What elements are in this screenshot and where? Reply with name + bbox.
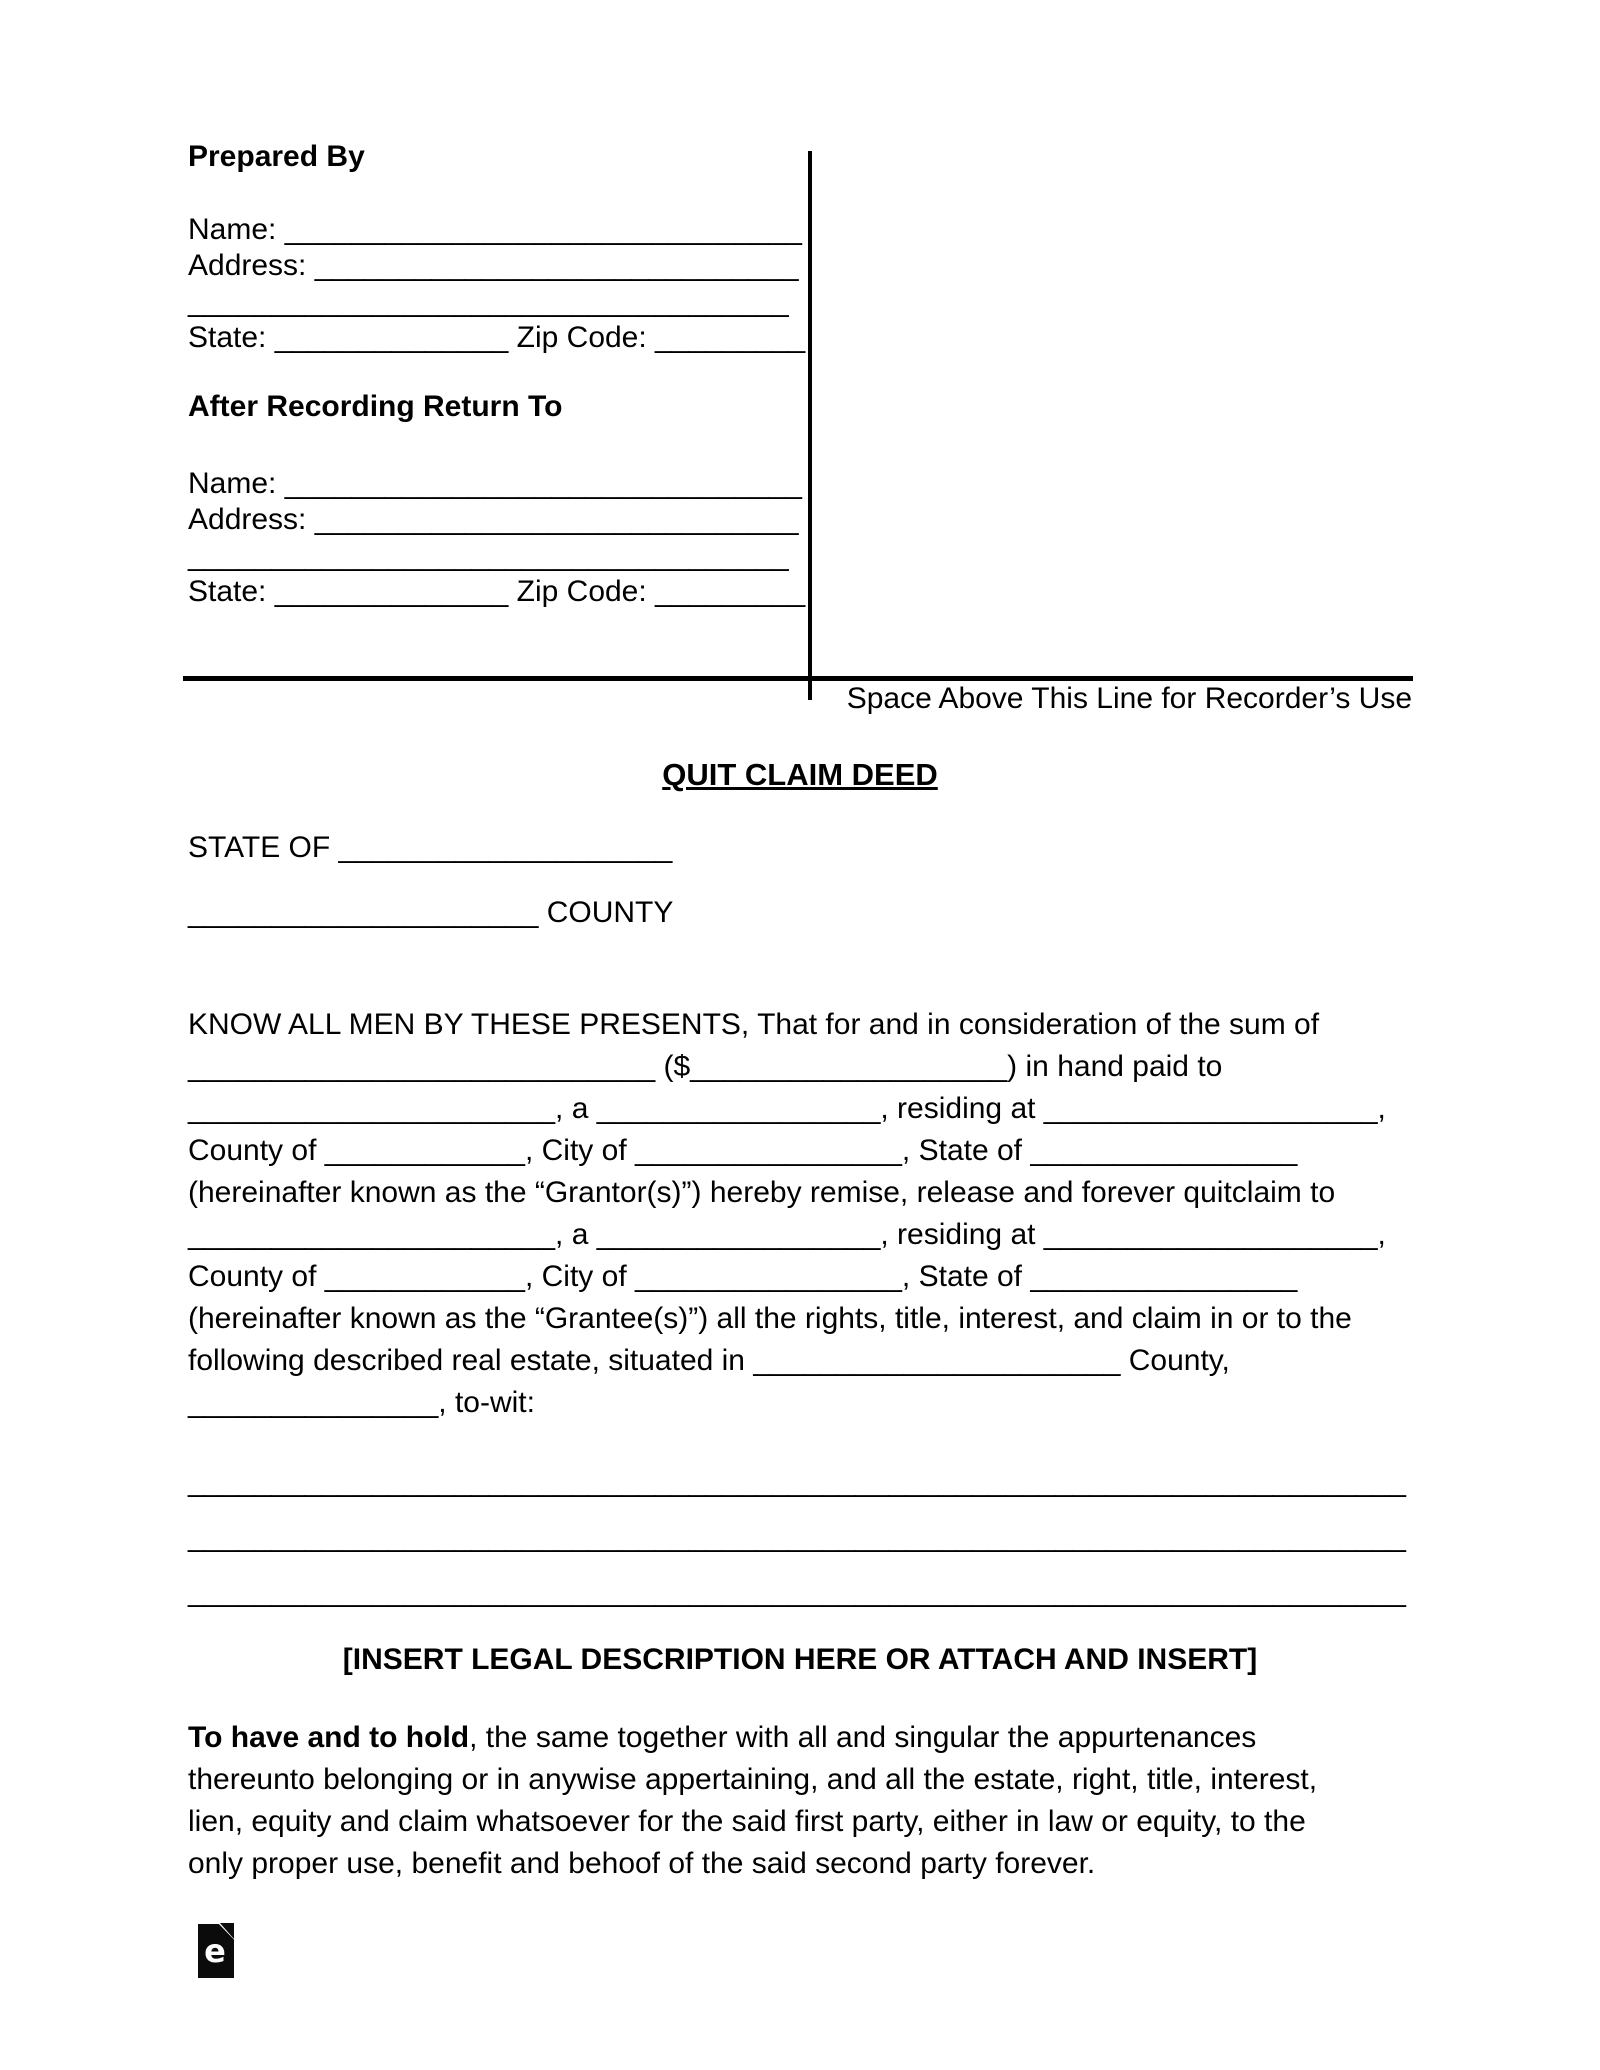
body-line: KNOW ALL MEN BY THESE PRESENTS, That for and in consideration of the sum of: [188, 1008, 1320, 1041]
after-recording-name-row: Name: _______________________________: [188, 467, 802, 500]
body-line: (hereinafter known as the “Grantee(s)”) all the rights, title, interest, and claim in or to the: [188, 1302, 1352, 1335]
habendum-line: [188, 1717, 1317, 1759]
eforms-logo: [198, 1924, 234, 1978]
habendum-line-rest: , the same together with all and singular the appurtenances: [469, 1721, 1257, 1754]
recorder-use-note: Space Above This Line for Recorder’s Use: [846, 682, 1412, 715]
body-line: ____________________________ ($___________________) in hand paid to: [188, 1050, 1223, 1083]
prepared-by-address-row: Address: _____________________________: [188, 249, 799, 282]
body-line: County of ____________, City of ________________, State of ________________: [188, 1260, 1298, 1293]
recorder-vertical-divider: [808, 151, 812, 700]
state-of-line: STATE OF ____________________: [188, 831, 673, 864]
habendum-line: thereunto belonging or in anywise appertaining, and all the estate, right, title, interest,: [188, 1763, 1318, 1796]
prepared-by-state-zip-row: State: ______________ Zip Code: _________: [188, 321, 806, 354]
insert-legal-description-note: [INSERT LEGAL DESCRIPTION HERE OR ATTACH AND INSERT]: [342, 1643, 1258, 1676]
recorder-horizontal-divider: [183, 676, 1413, 681]
after-recording-address-row: Address: _____________________________: [188, 503, 799, 536]
county-line: _____________________ COUNTY: [188, 896, 674, 929]
body-line: following described real estate, situated in ______________________ County,: [188, 1344, 1230, 1377]
prepared-by-name-row: Name: _______________________________: [188, 213, 802, 246]
after-recording-heading: After Recording Return To: [188, 390, 563, 423]
legal-description-blank-line: _________________________________________________________________________: [188, 1520, 1406, 1553]
body-line: ______________________, a _________________, residing at ____________________,: [188, 1092, 1386, 1125]
habendum-lead: To have and to hold: [188, 1721, 470, 1754]
granting-paragraph: [188, 1004, 1386, 1424]
prepared-by-address2-row: ____________________________________: [188, 285, 789, 318]
after-recording-address2-row: ____________________________________: [188, 539, 789, 572]
body-line: _______________, to-wit:: [188, 1386, 535, 1419]
after-recording-fields: [188, 466, 805, 610]
after-recording-state-zip-row: State: ______________ Zip Code: _________: [188, 575, 806, 608]
legal-description-blank-line: _________________________________________________________________________: [188, 1465, 1406, 1498]
habendum-line: lien, equity and claim whatsoever for the said first party, either in law or equity, to the: [188, 1805, 1306, 1838]
prepared-by-heading: Prepared By: [188, 140, 365, 173]
body-line: (hereinafter known as the “Grantor(s)”) hereby remise, release and forever quitclaim to: [188, 1176, 1336, 1209]
body-line: ______________________, a _________________, residing at ____________________,: [188, 1218, 1386, 1251]
legal-description-blank-line: _________________________________________________________________________: [188, 1575, 1406, 1608]
prepared-by-fields: [188, 212, 805, 356]
body-line: County of ____________, City of ________________, State of ________________: [188, 1134, 1298, 1167]
page-title: QUIT CLAIM DEED: [662, 757, 938, 792]
habendum-paragraph: [188, 1717, 1317, 1885]
logo-letter: e: [204, 1932, 226, 1970]
habendum-line: only proper use, benefit and behoof of the said second party forever.: [188, 1847, 1096, 1880]
